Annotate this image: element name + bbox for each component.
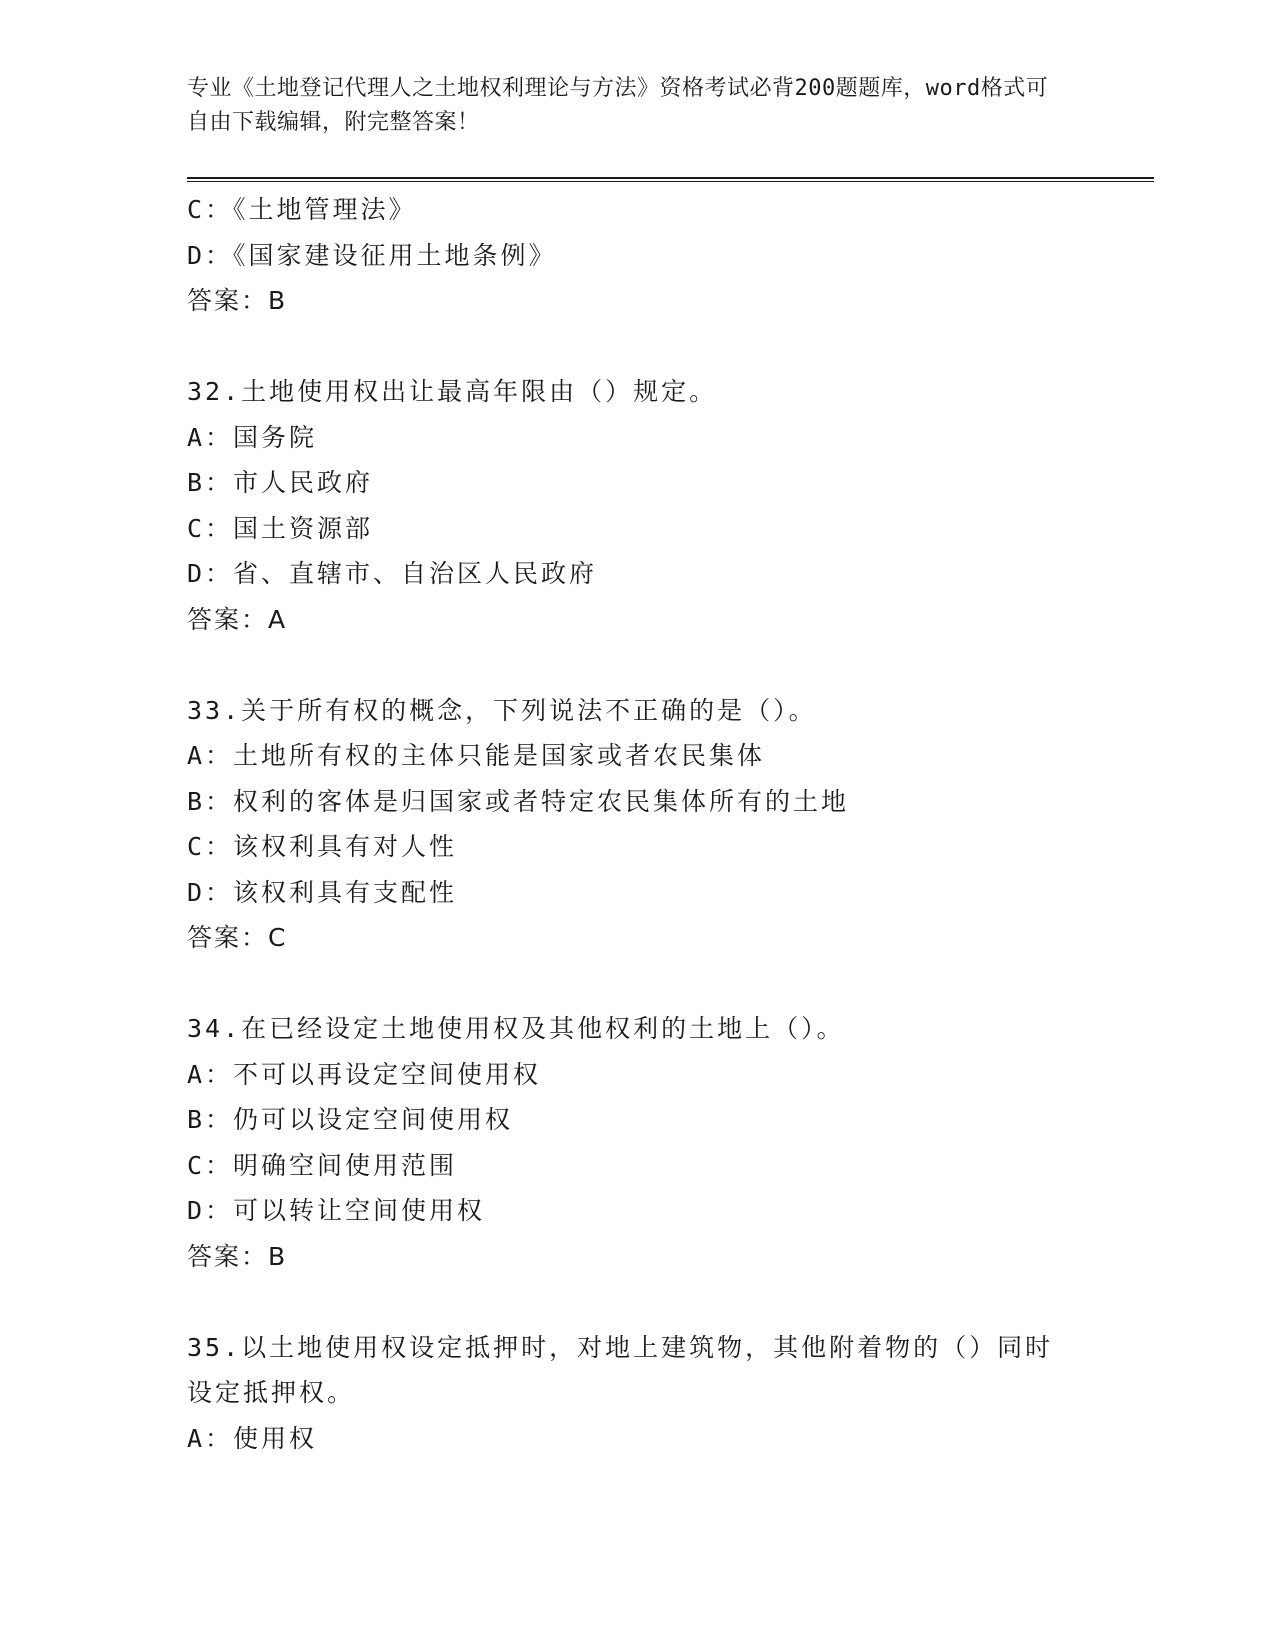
option-a: A：使用权 (187, 1423, 318, 1453)
question-stem: 34.在已经设定土地使用权及其他权利的土地上（）。 (187, 1014, 845, 1043)
header-divider (187, 177, 1154, 182)
option-b: B：权利的客体是归国家或者特定农民集体所有的土地 (187, 786, 850, 816)
spacer (187, 961, 1154, 1007)
option-d: D：《国家建设征用土地条例》 (187, 240, 557, 270)
option-c: C：该权利具有对人性 (187, 832, 458, 861)
answer-line: 答案：A (187, 604, 288, 634)
question-block-32 (187, 369, 1154, 642)
spacer (187, 1279, 1154, 1325)
option-b: B：仍可以设定空间使用权 (187, 1105, 514, 1134)
answer-line: 答案：B (187, 286, 288, 315)
question-stem: 33.关于所有权的概念，下列说法不正确的是（）。 (187, 695, 817, 725)
option-b: B：市人民政府 (187, 468, 374, 497)
question-block-31 (187, 187, 1154, 324)
spacer (187, 324, 1154, 370)
question-block-34 (187, 1006, 1154, 1279)
question-block-35 (187, 1325, 1154, 1462)
option-d: D：省、直辖市、自治区人民政府 (187, 559, 598, 588)
option-d: D：可以转让空间使用权 (187, 1196, 486, 1225)
option-d: D：该权利具有支配性 (187, 877, 458, 907)
option-c: C：《土地管理法》 (187, 195, 417, 224)
option-c: C：国土资源部 (187, 513, 374, 543)
option-a: A：土地所有权的主体只能是国家或者农民集体 (187, 741, 766, 770)
option-a: A：国务院 (187, 422, 318, 452)
document-header (187, 72, 1067, 140)
option-c: C：明确空间使用范围 (187, 1150, 458, 1180)
question-block-33 (187, 688, 1154, 961)
answer-line: 答案：C (187, 923, 288, 952)
question-stem: 35.以土地使用权设定抵押时，对地上建筑物，其他附着物的（）同时设定抵押权。 (187, 1332, 1054, 1407)
document-title: 专业《土地登记代理人之土地权利理论与方法》资格考试必背200题题库，word格式可自由下载编辑，附完整答案！ (187, 76, 1049, 135)
question-stem: 32.土地使用权出让最高年限由（）规定。 (187, 377, 718, 406)
spacer (187, 642, 1154, 688)
document-body (187, 187, 1154, 1461)
option-a: A：不可以再设定空间使用权 (187, 1059, 542, 1089)
answer-line: 答案：B (187, 1241, 288, 1271)
